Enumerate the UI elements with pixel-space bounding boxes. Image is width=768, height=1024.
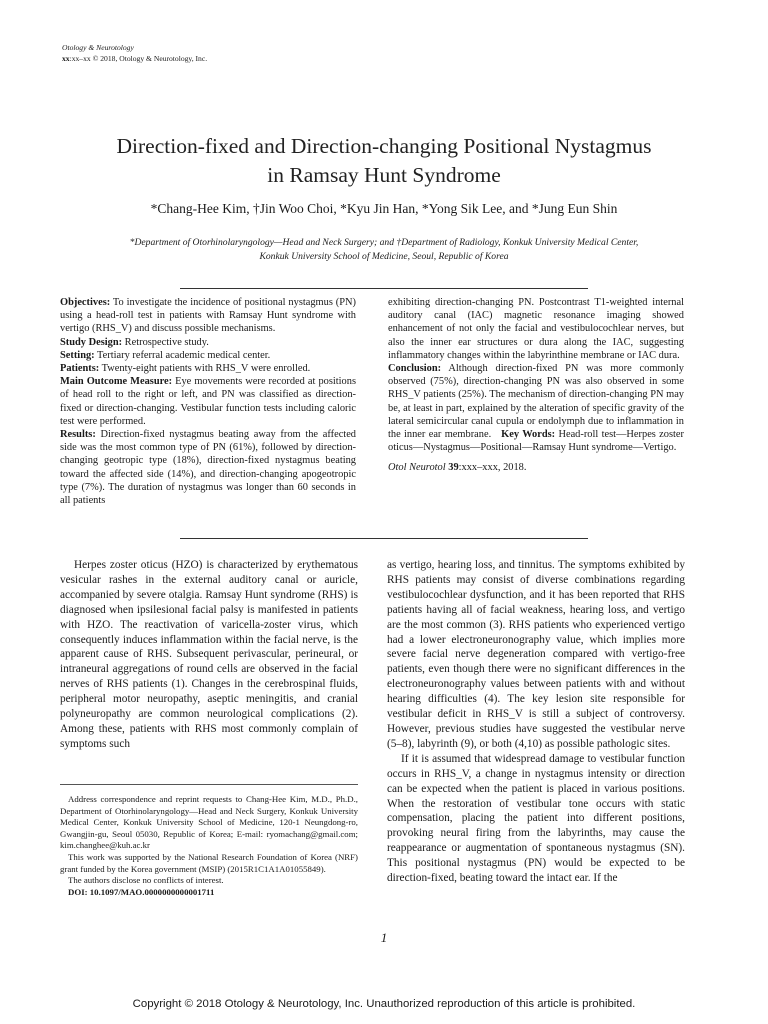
results-label: Results: <box>60 429 96 441</box>
setting-text: Tertiary referral academic medical center. <box>94 349 271 361</box>
page-number: 1 <box>380 930 388 945</box>
affiliations <box>50 236 718 264</box>
affiliation-line-1: *Department of Otorhinolaryngology—Head and Neck Surgery; and †Department of Radiology, Konkuk University Medical Center, <box>129 237 639 248</box>
outcome-text: Eye movements were recorded at positions of head roll to the right or left, and PN was classified as direction-fixed or direction-changing. Vestibular function tests including caloric test were performed. <box>60 376 356 427</box>
outcome-label: Main Outcome Measure: <box>60 376 173 388</box>
abstract-patients <box>60 362 356 375</box>
copyright-notice: Copyright © 2018 Otology & Neurotology, Inc. Unauthorized reproduction of this article is prohibited. <box>132 998 636 1010</box>
volume-prefix: xx <box>62 54 70 63</box>
citation-volume: 39 <box>448 462 459 474</box>
patients-text: Twenty-eight patients with RHS_V were enrolled. <box>99 363 311 375</box>
abstract-outcome <box>60 375 356 428</box>
affiliation-line-2: Konkuk University School of Medicine, Seoul, Republic of Korea <box>259 251 509 262</box>
abstract-left-column <box>60 296 356 507</box>
abstract-conclusion <box>388 362 684 454</box>
abstract-top-rule <box>180 288 588 289</box>
design-label: Study Design: <box>60 336 123 348</box>
volume-text: :xx–xx © 2018, Otology & Neurotology, Inc. <box>69 54 208 63</box>
footnote-doi: DOI: 10.1097/MAO.0000000000001711 <box>68 886 215 897</box>
setting-label: Setting: <box>60 349 95 361</box>
body-left-column <box>60 558 358 752</box>
abstract-objectives <box>60 296 356 336</box>
footnote-block <box>60 794 358 898</box>
abstract-setting <box>60 349 356 362</box>
footnote-correspondence: Address correspondence and reprint requests to Chang-Hee Kim, M.D., Ph.D., Department of Otorhinolaryngology—Head and Neck Surgery, Konkuk University Medical Center, Konkuk University School of Medicine, 120-1 Neungdong-ro, Gwangjin-gu, Seoul 05030, Republic of Korea; E-mail: ryomachang@gmail.com; kim.changhee@kuh.ac.kr <box>60 794 358 851</box>
article-title <box>40 132 728 190</box>
citation-journal: Otol Neurotol <box>388 462 446 474</box>
footnote-funding: This work was supported by the National Research Foundation of Korea (NRF) grant funded by the Korea government (MSIP) (2015R1C1A1A01055849). <box>60 851 358 874</box>
footnote-rule <box>60 784 358 785</box>
journal-volume <box>62 53 207 64</box>
title-line-2: in Ramsay Hunt Syndrome <box>267 163 501 187</box>
abstract-bottom-rule <box>180 538 588 539</box>
abstract-results-continued: exhibiting direction-changing PN. Postcontrast T1-weighted internal auditory canal (IAC) magnetic resonance imaging showed enhancement of not only the facial and vestibulocochlear nerves, but also the inner ear structures or dura along the IAC, suggesting inflammatory changes within the labyrinthine membrane or IAC dura. <box>388 297 684 361</box>
body-paragraph-1: Herpes zoster oticus (HZO) is characterized by erythematous vesicular rashes in the external auditory canal or auricle, accompanied by severe otalgia. Ramsay Hunt syndrome (RHS) is diagnosed when ipsilesional facial palsy is manifested in patients with HZO. The reactivation of varicella-zoster virus, which consequently induces inflammation within the facial nerve, is the apparent cause of RHS. Subsequent perivascular, perineural, or intraneural aggregations of round cells are observed in the facial nerves of RHS patients (1). Changes in the cerebrospinal fluids, peripheral motor neuropathy, aseptic meningitis, and cranial polyneuropathy are common neurological complications (2). Among these, patients with RHS most commonly complain of symptoms such <box>60 559 358 750</box>
body-right-column <box>387 558 685 886</box>
citation-rest: :xxx–xxx, 2018. <box>458 462 527 474</box>
patients-label: Patients: <box>60 363 100 375</box>
title-line-1: Direction-fixed and Direction-changing Positional Nystagmus <box>116 134 652 158</box>
journal-name: Otology & Neurotology <box>62 43 134 52</box>
results-text: Direction-fixed nystagmus beating away from the affected side was the most common type of PN (61%), followed by direction-changing geotropic type (18%), direction-fixed nystagmus beating toward the affected side (14%), and direction-changing apogeotropic type (7%). The duration of nystagmus was longer than 60 seconds in all patients <box>60 429 356 507</box>
objectives-label: Objectives: <box>60 297 111 308</box>
keywords-text: Head-roll test—Herpes zoster oticus—Nystagmus—Positional—Ramsay Hunt syndrome—Vertigo. <box>388 429 684 454</box>
keywords-label: Key Words: <box>501 429 556 441</box>
abstract-right-column <box>388 296 684 475</box>
design-text: Retrospective study. <box>122 336 209 348</box>
objectives-text: To investigate the incidence of positional nystagmus (PN) using a head-roll test in patients with Ramsay Hunt syndrome with vertigo (RHS_V) and discuss possible mechanisms. <box>60 297 356 335</box>
author-list: *Chang-Hee Kim, †Jin Woo Choi, *Kyu Jin Han, *Yong Sik Lee, and *Jung Eun Shin <box>150 201 618 216</box>
footnote-disclosure: The authors disclose no conflicts of interest. <box>68 875 224 886</box>
conclusion-text: Although direction-fixed PN was more commonly observed (75%), direction-changing PN was also observed in some RHS_V patients (25%). The mechanism of direction-changing PN may be, at least in part, explained by the alteration of specific gravity of the lateral semicircular canal cupula or endolymph due to inflammation in the inner ear membrane. <box>388 363 684 441</box>
body-paragraph-2: as vertigo, hearing loss, and tinnitus. The symptoms exhibited by RHS patients may consist of diverse combinations regarding vestibulocochlear dysfunction, and it has been reported that RHS patients having all of facial weakness, hearing loss, and vertigo are the most common (3). RHS patients who experienced vertigo had a lower electroneuronography value, which implies more severe facial nerve degeneration compared with vertigo-free patients, even though there were no significant differences in the electroneuronography values between patients with and without hearing difficulties (4). The key lesion site responsible for vestibular deficit in RHS_V is still a subject of controversy. However, previous studies have suggested the vestibular nerve (5–8), labyrinth (9), or both (4,10) as possible pathologic sites. <box>387 559 685 750</box>
body-paragraph-3: If it is assumed that widespread damage to vestibular function occurs in RHS_V, a change in nystagmus intensity or direction can be expected when the patient is placed in various positions. When the restoration of vestibular tone occurs with static compensation, placing the patient into different positions, provoking neural firing from the labyrinths, may cause the reappearance or augmentation of spontaneous nystagmus (SN). This positional nystagmus (PN) would be expected to be direction-fixed, beating toward the intact ear. If the <box>387 752 685 885</box>
journal-header <box>62 42 207 64</box>
citation <box>388 461 684 474</box>
abstract-design <box>60 336 356 349</box>
conclusion-label: Conclusion: <box>388 363 442 375</box>
abstract-results <box>60 428 356 507</box>
